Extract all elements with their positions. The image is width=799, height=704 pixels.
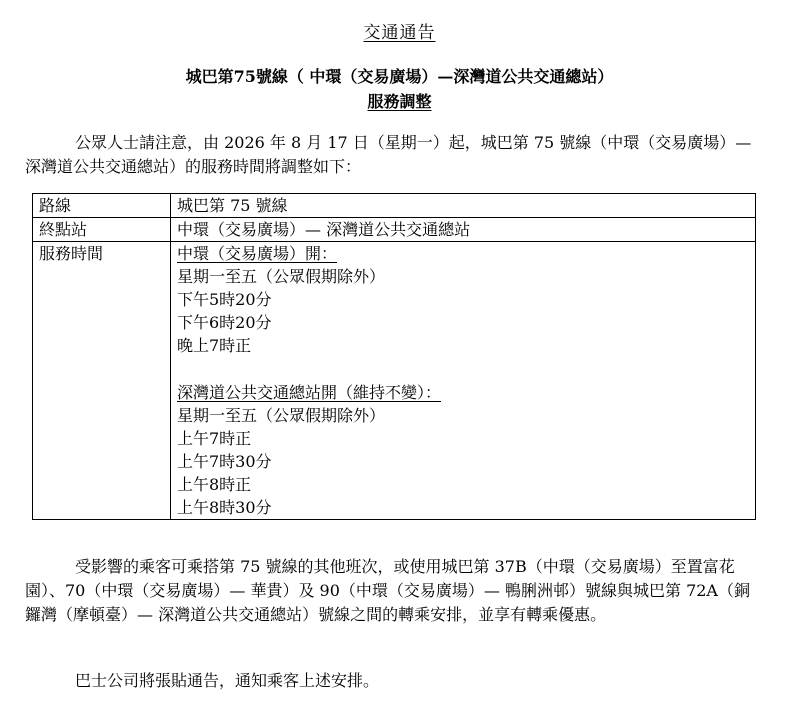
terminus-value: 中環（交易廣場）— 深灣道公共交通總站 [171,218,756,242]
terminus-label: 終點站 [33,218,171,242]
service-table [32,193,756,520]
service-adjustment-heading: 服務調整 [367,92,432,111]
shum-wan-time-4: 上午8時30分 [177,498,272,517]
alternatives-text: 受影響的乘客可乘搭第 75 號線的其他班次，或使用城巴第 37B（中環（交易廣場）至置富花園）、70（中環（交易廣場）— 華貴）及 90（中環（交易廣場）— 鴨脷洲邨）號線與城巴第 72A（銅鑼灣（摩頓臺）— 深灣道公共交通總站）號線之間的轉乘安排，並享有轉乘優惠。 [25,557,750,624]
service-hours-cell [171,242,756,520]
table-row [33,218,756,242]
table-row [33,194,756,218]
central-time-1: 下午5時20分 [177,290,272,309]
table-row [33,242,756,520]
alternatives-paragraph [25,555,765,627]
intro-text: 公眾人士請注意，由 2026 年 8 月 17 日（星期一）起，城巴第 75 號線（中環（交易廣場）— 深灣道公共交通總站）的服務時間將調整如下： [25,133,752,176]
central-time-3: 晚上7時正 [177,336,252,355]
shum-wan-time-2: 上午7時30分 [177,452,272,471]
shum-wan-time-1: 上午7時正 [177,429,252,448]
route-heading: 城巴第75號線（ 中環（交易廣場）—深灣道公共交通總站） [185,67,614,86]
notice-title: 交通通告 [363,23,436,43]
route-label: 路線 [33,194,171,218]
closing-text: 巴士公司將張貼通告，通知乘客上述安排。 [75,671,380,690]
shum-wan-departure-heading: 深灣道公共交通總站開（維持不變）： [177,383,442,402]
shum-wan-time-3: 上午8時正 [177,475,252,494]
spacer [177,357,749,381]
closing-paragraph [25,669,765,693]
service-hours-label: 服務時間 [33,242,171,520]
shum-wan-days: 星期一至五（公眾假期除外） [177,406,386,425]
central-days: 星期一至五（公眾假期除外） [177,267,386,286]
central-departure-heading: 中環（交易廣場）開： [177,244,338,263]
route-value: 城巴第 75 號線 [171,194,756,218]
intro-paragraph [25,131,765,179]
central-time-2: 下午6時20分 [177,313,272,332]
